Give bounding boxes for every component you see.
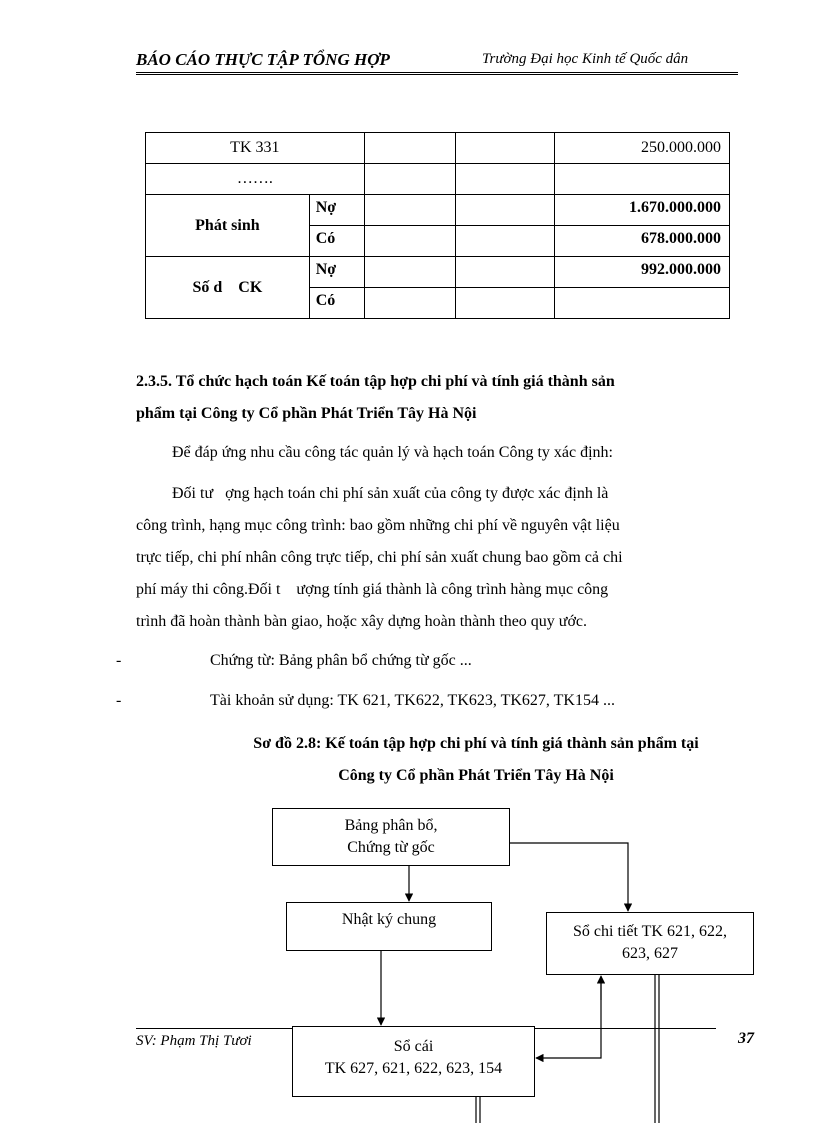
school-name: Trường Đại học Kinh tế Quốc dân [482, 51, 689, 67]
paragraph-2-line2: công trình, hạng mục công trình: bao gồm những chi phí về nguyên vật liệu [136, 517, 620, 534]
box-so-cai [292, 1026, 535, 1097]
box-bang-line1: Bảng phân bổ, [344, 817, 438, 834]
so-du-label: Số d CK [146, 257, 310, 319]
report-title: BÁO CÁO THỰC TẬP TỔNG HỢP [136, 50, 390, 69]
phat-sinh-no-label: Nợ [309, 195, 364, 226]
phat-sinh-no-value: 1.670.000.000 [555, 195, 730, 226]
so-du-no-label: Nợ [309, 257, 364, 288]
bullet-dash: - [116, 652, 122, 669]
bullet-tai-khoan: Tài khoản sử dụng: TK 621, TK622, TK623, TK627, TK154 ... [210, 692, 615, 709]
arrow-sochitiet-to-socai [536, 977, 601, 1058]
phat-sinh-co-label: Có [309, 226, 364, 257]
so-du-co-label: Có [309, 288, 364, 319]
box-so-chi-tiet [546, 912, 754, 975]
arrow-bang-to-sochitiet [510, 843, 628, 911]
page-number: 37 [738, 1030, 754, 1047]
so-du-no-value: 992.000.000 [555, 257, 730, 288]
section-heading-line2: phẩm tại Công ty Cổ phần Phát Triển Tây Hà Nội [136, 405, 477, 422]
box-bang-line2: Chứng từ gốc [347, 839, 435, 856]
student-name: SV: Phạm Thị Tươi [136, 1033, 252, 1049]
box-nhatky-label: Nhật ký chung [341, 911, 437, 928]
paragraph-2-line3: trực tiếp, chi phí nhân công trực tiếp, chi phí sản xuất chung bao gồm cả chi [136, 549, 623, 566]
bullet-chung-tu: Chứng từ: Bảng phân bổ chứng từ gốc ... [210, 652, 472, 669]
bullet-dash: - [116, 692, 122, 709]
tk331-label: TK 331 [146, 133, 365, 164]
paragraph-2-line1: Đối tư ợng hạch toán chi phí sản xuất của công ty được xác định là [172, 485, 609, 502]
tk331-value: 250.000.000 [555, 133, 730, 164]
box-sochitiet-line1: Sổ chi tiết TK 621, 622, [573, 923, 727, 940]
box-socai-line2: TK 627, 621, 622, 623, 154 [324, 1060, 503, 1077]
diagram-caption-line2: Công ty Cổ phần Phát Triển Tây Hà Nội [338, 767, 614, 784]
phat-sinh-label: Phát sinh [146, 195, 310, 257]
box-nhat-ky-chung [286, 902, 492, 951]
paragraph-2-line4: phí máy thi công.Đối t ượng tính giá thành là công trình hàng mục công [136, 581, 609, 598]
box-socai-line1: Sổ cái [393, 1038, 434, 1055]
box-bang-phan-bo [272, 808, 510, 866]
paragraph-2-line5: trình đã hoàn thành bàn giao, hoặc xây dựng hoàn thành theo quy ước. [136, 613, 588, 630]
box-sochitiet-line2: 623, 627 [622, 945, 678, 962]
ellipsis-label: ……. [146, 164, 365, 195]
paragraph-1: Để đáp ứng nhu cầu công tác quản lý và hạch toán Công ty xác định: [172, 444, 613, 461]
phat-sinh-co-value: 678.000.000 [555, 226, 730, 257]
section-heading-line1: 2.3.5. Tổ chức hạch toán Kế toán tập hợp chi phí và tính giá thành sản [136, 373, 615, 390]
diagram-caption-line1: Sơ đồ 2.8: Kế toán tập hợp chi phí và tính giá thành sản phẩm tại [253, 735, 699, 752]
